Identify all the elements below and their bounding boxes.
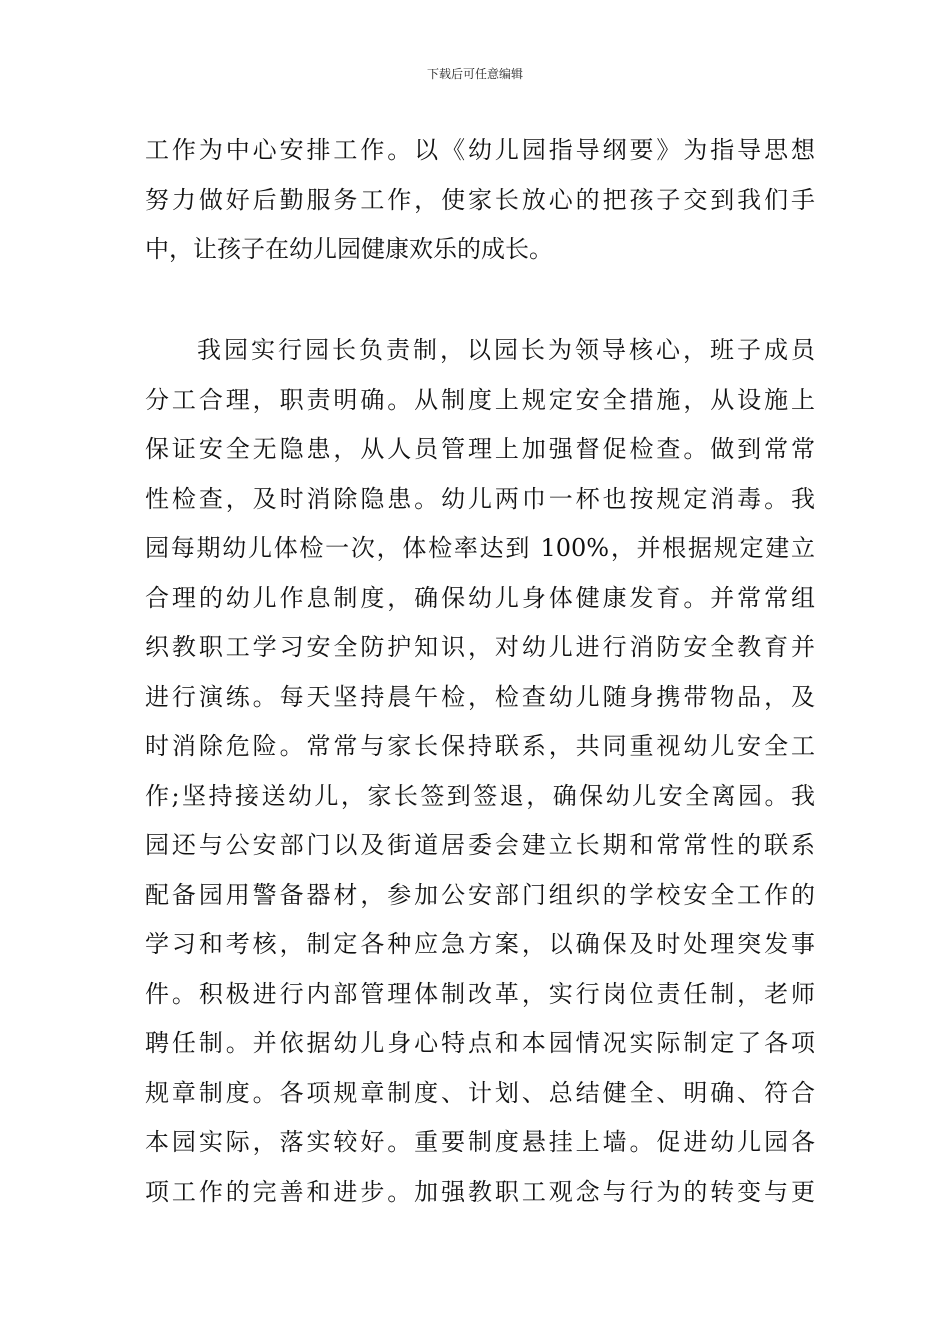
- text-line: 项工作的完善和进步。加强教职工观念与行为的转变与更: [145, 1177, 815, 1206]
- paragraph-1: [145, 126, 815, 275]
- text-line: 合理的幼儿作息制度，确保幼儿身体健康发育。并常常组: [145, 583, 815, 612]
- text-line: 进行演练。每天坚持晨午检，检查幼儿随身携带物品，及: [145, 682, 815, 711]
- text-line: 园每期幼儿体检一次，体检率达到 100%，并根据规定建立: [145, 534, 815, 562]
- text-line: 我园实行园长负责制，以园长为领导核心，班子成员: [197, 336, 815, 364]
- text-line: 保证安全无隐患，从人员管理上加强督促检查。做到常常: [145, 435, 815, 463]
- text-line: 配备园用警备器材，参加公安部门组织的学校安全工作的: [145, 880, 815, 909]
- text-line: 织教职工学习安全防护知识，对幼儿进行消防安全教育并: [145, 633, 815, 661]
- text-line: 聘任制。并依据幼儿身心特点和本园情况实际制定了各项: [145, 1029, 815, 1057]
- text-line: 件。积极进行内部管理体制改革，实行岗位责任制，老师: [145, 979, 815, 1008]
- text-line: 性检查，及时消除隐患。幼儿两巾一杯也按规定消毒。我: [145, 484, 815, 513]
- text-line: 作;坚持接送幼儿，家长签到签退，确保幼儿安全离园。我: [145, 781, 815, 810]
- text-line: 工作为中心安排工作。以《幼儿园指导纲要》为指导思想: [145, 136, 815, 164]
- page-header: 下载后可任意编辑: [426, 67, 523, 81]
- text-line: 分工合理，职责明确。从制度上规定安全措施，从设施上: [145, 385, 815, 414]
- text-line: 中，让孩子在幼儿园健康欢乐的成长。: [145, 235, 553, 263]
- text-line: 时消除危险。常常与家长保持联系，共同重视幼儿安全工: [145, 732, 815, 760]
- paragraph-2: [145, 326, 815, 1217]
- text-line: 规章制度。各项规章制度、计划、总结健全、明确、符合: [145, 1078, 815, 1107]
- text-line: 学习和考核，制定各种应急方案，以确保及时处理突发事: [145, 930, 815, 958]
- text-line: 本园实际，落实较好。重要制度悬挂上墙。促进幼儿园各: [145, 1128, 815, 1156]
- text-line: 园还与公安部门以及街道居委会建立长期和常常性的联系: [145, 831, 815, 859]
- text-line: 努力做好后勤服务工作，使家长放心的把孩子交到我们手: [145, 185, 815, 214]
